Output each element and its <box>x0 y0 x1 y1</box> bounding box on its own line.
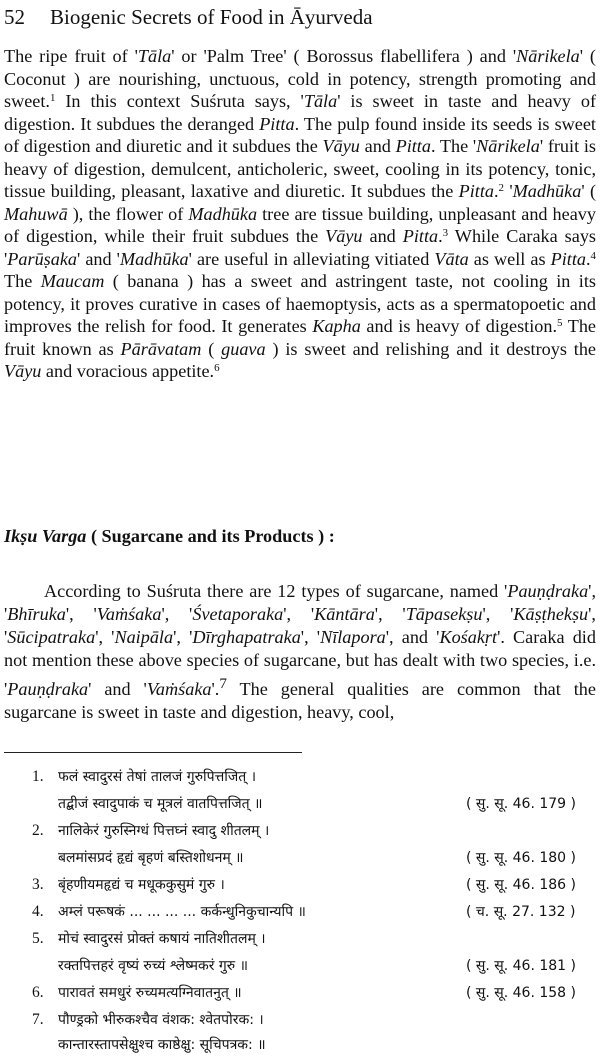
footnote-verse: नालिकेरं गुरुस्निग्धं पित्तघ्नं स्वादु शीतलम् । <box>58 823 270 839</box>
footnote-line <box>0 845 600 871</box>
footnote-divider <box>4 752 302 753</box>
footnote-verse: फलं स्वादुरसं तेषां तालजं गुरुपित्तजित् । <box>58 769 257 785</box>
footnote-reference: ( सु. सू. 46. 181 ) <box>466 958 576 974</box>
footnote-reference: ( च. सू. 27. 132 ) <box>466 904 576 920</box>
footnote-number: 6. <box>32 984 44 1001</box>
footnote-number: 2. <box>32 822 44 839</box>
footnote-verse: बृंहणीयमहृद्यं च मधूककुसुमं गुरु । <box>58 877 225 893</box>
footnote-verse: पौण्ड्रको भीरुकश्चैव वंशक: श्वेतपोरक: । <box>58 1012 264 1028</box>
footnote-line <box>0 764 600 790</box>
footnote-verse: पारावतं समधुरं रुच्यमत्यग्निवातनुत् ॥ <box>58 985 242 1001</box>
section-title-italic: Ikṣu Varga <box>4 526 87 546</box>
body-line: According to Suśruta there are 12 types of sugarcane, named 'Pauṇḍraka', 'Bhīruka', 'Vaṁśaka', 'Śvetaporaka', 'Kāntāra', 'Tāpasekṣu', 'Kāṣṭhekṣu', 'Sūcipatraka', 'Naipāla', 'Dīrghapatraka', 'Nīlapora', and 'Kośakṛt'. Caraka did not mention these above species of sugarcane, but has dealt with two species, i.e. 'Pauṇḍraka' and 'Vaṁśaka'.$^7$ The general qualities are common that the sugarcane is sweet in taste and digestion, heavy, cool, <box>4 581 596 723</box>
running-header <box>4 2 592 32</box>
body-line: The ripe fruit of 'Tāla' or 'Palm Tree' ( Borossus flabellifera ) and 'Nārikela' ( Coconut ) are nourishing, unctuous, cold in potency, strength promoting and sweet.$^1$ In this context Suśruta says, 'Tāla' is sweet in taste and heavy of digestion. It subdues the deranged Pitta. The pulp found inside its seeds is sweet of digestion and diuretic and it subdues the Vāyu and Pitta. The 'Nārikela' fruit is heavy of digestion, demulcent, anticholeric, sweet, cooling in its potency, tonic, tissue building, pleasant, laxative and diuretic. It subdues the Pitta.$^2$ 'Madhūka' ( Mahuwā ), the flower of Madhūka tree are tissue building, unpleasant and heavy of digestion, while their fruit subdues the Vāyu and Pitta.$^3$ While Caraka says 'Parūṣaka' and 'Madhūka' are useful in alleviating vitiated Vāta as well as Pitta.$^4$ The Maucam ( banana ) has a sweet and astringent taste, not cooling in its potency, it proves curative in cases of haemoptysis, acts as a spermatopoetic and improves the relish for food. It generates Kapha and is heavy of digestion.$^5$ The fruit known as Pārāvatam ( guava ) is sweet and relishing and it destroys the Vāyu and voracious appetite.$^6$ <box>4 46 597 381</box>
section-heading <box>4 524 335 548</box>
footnote-line <box>0 980 600 1006</box>
footnote-line <box>0 1007 600 1033</box>
footnote-reference: ( सु. सू. 46. 186 ) <box>466 877 576 893</box>
footnote-number: 3. <box>32 876 44 893</box>
footnote-verse: रक्तपित्तहरं वृष्यं रुच्यं श्लेष्मकरं गुरु ॥ <box>58 958 248 974</box>
footnote-line <box>0 818 600 844</box>
footnote-number: 1. <box>32 768 44 785</box>
footnote-reference: ( सु. सू. 46. 180 ) <box>466 850 576 866</box>
footnote-line <box>0 953 600 979</box>
footnote-verse: कान्तारस्तापसेक्षुश्च काष्ठेक्षु: सूचिपत्रक: ॥ <box>58 1037 266 1053</box>
footnote-verse: बलमांसप्रदं हृद्यं बृहणं बस्तिशोधनम् ॥ <box>58 850 244 866</box>
footnote-verse: तद्बीजं स्वादुपाकं च मूत्रलं वातपित्तजित् ॥ <box>58 796 263 812</box>
footnote-line <box>0 926 600 952</box>
footnote-reference: ( सु. सू. 46. 179 ) <box>466 796 576 812</box>
footnote-line <box>0 872 600 898</box>
footnote-line <box>0 1032 600 1058</box>
footnote-number: 7. <box>32 1011 44 1028</box>
paragraph-sugarcane <box>4 562 596 742</box>
footnote-verse: मोचं स्वादुरसं प्रोक्तं कषायं नातिशीतलम् । <box>58 931 266 947</box>
footnote-reference: ( सु. सू. 46. 158 ) <box>466 985 576 1001</box>
page-number: 52 <box>4 5 25 29</box>
paragraph-fruits <box>4 45 596 383</box>
footnote-number: 4. <box>32 903 44 920</box>
footnote-line <box>0 791 600 817</box>
footnote-number: 5. <box>32 930 44 947</box>
running-title: Biogenic Secrets of Food in Āyurveda <box>50 5 373 29</box>
footnote-verse: अम्लं परूषकं ... ... ... ... कर्कन्धुनिकुचान्यपि ॥ <box>58 904 306 920</box>
footnote-line <box>0 899 600 925</box>
section-title-rest: ( Sugarcane and its Products ) : <box>90 526 335 546</box>
